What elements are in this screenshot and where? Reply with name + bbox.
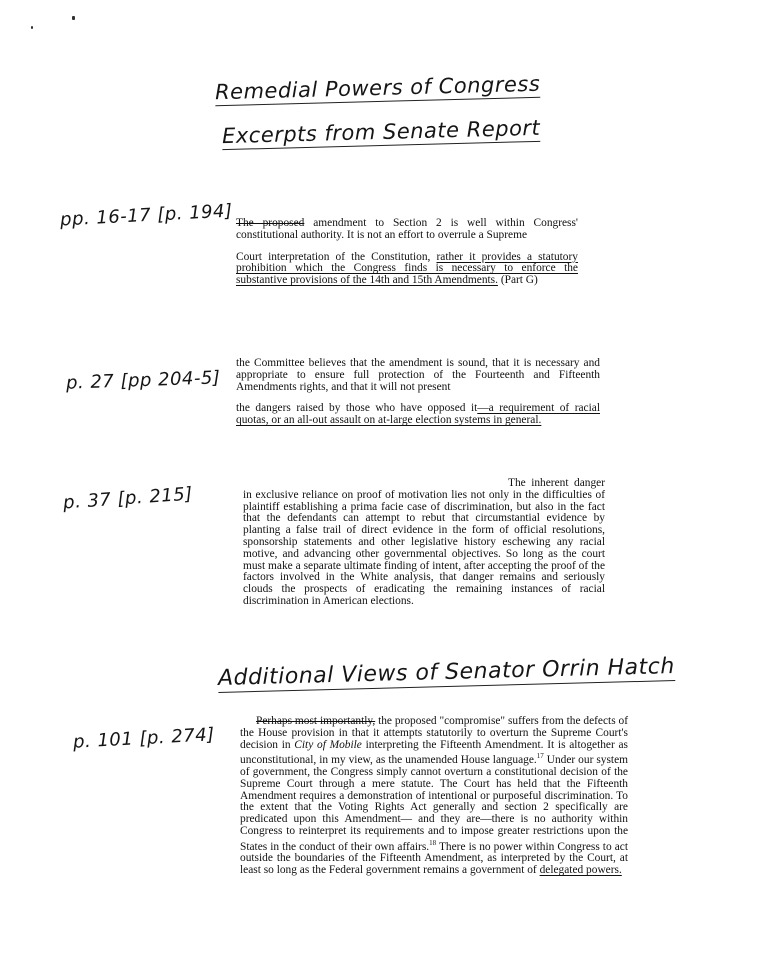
excerpt-block [236,358,600,427]
excerpt-text: the dangers raised by those who have opposed it [236,402,478,415]
excerpt-text: interpreting the Fifteenth Amendment. It is altogether as unconstitutional, in my view, as the unamended House language. [240,738,628,767]
page-reference: p. 37 [p. 215] [62,483,194,514]
excerpt-block [236,218,578,287]
page-reference: p. 27 [pp 204-5] [65,367,221,394]
excerpt-text: Court interpretation of the Constitution, [236,250,437,263]
case-name: City of Mobile [294,738,362,751]
excerpt-paragraph: the Committee believes that the amendment is sound, that it is necessary and appropriate to ensure full protection of the Fourteenth and Fifteenth Amendments rights, and that it will not present [236,357,600,393]
excerpt-text: (Part G) [497,274,538,287]
page-reference: p. 101 [p. 274] [72,724,216,753]
excerpt-block [243,478,605,608]
underlined-text: —a requirement of racial quotas, or an all-out assault on at-large election systems in general. [236,402,600,427]
excerpt-paragraph [240,716,628,877]
excerpt-text: the proposed "compromise" suffers from the defects of the House provision in that it attempts statutorily to overturn the Supreme Court's decision in [240,715,628,751]
scan-speck [31,26,33,29]
footnote-marker: 17 [536,752,544,761]
section-heading: Additional Views of Senator Orrin Hatch [217,654,676,691]
struck-text: Perhaps most importantly, [256,715,376,727]
excerpt-paragraph [236,252,578,287]
page-reference: pp. 16-17 [p. 194] [59,200,234,231]
excerpt-text: Under our system of government, the Congress simply cannot overturn a constitutional decision of the Supreme Court through a mere statute. The Court has held that the Fifteenth Amendment requires a demonstration of intentional or purposeful discrimination. To the extent that the Voting Rights Act generally and section 2 specifically are predicated upon this Amendment— and they are—there is no authority within Congress to reinterpret its requirements and to impose greater restrictions upon the States in the conduct of their own affairs. [240,754,628,853]
struck-text: The proposed [236,217,305,229]
excerpt-block [240,716,628,877]
footnote-marker: 18 [429,838,437,847]
scan-speck [72,16,75,20]
excerpt-paragraph [236,218,578,242]
page-title: Remedial Powers of Congress [214,71,541,105]
excerpt-text: There is no power within Congress to act outside the boundaries of the Fifteenth Amendment, as interpreted by the Court, at least so long as the Federal government remains a government of [240,840,628,877]
excerpt-text: amendment to Section 2 is well within Congress' constitutional authority. It is not an effort to overrule a Supreme [236,217,578,241]
underlined-text: delegated powers. [539,864,622,877]
underlined-text: rather it provides a statutory prohibition which the Congress finds is necessary to enforce the substantive provisions of the 14th and 15th Amendments. [236,250,578,287]
excerpt-paragraph: The inherent danger in exclusive reliance on proof of motivation lies not only in the difficulties of plaintiff establishing a prima facie case of discrimination, but also in the fact that the defendants can attempt to rebut that circumstantial evidence by planting a false trail of direct evidence in the form of official resolutions, sponsorship statements and other legislative history eschewing any racial motive, and advancing other governmental objectives. So long as the court must make a separate ultimate finding of intent, after accepting the proof of the factors involved in the White analysis, that danger remains and seriously clouds the prospects of eradicating the remaining instances of racial discrimination in American elections. [243,477,605,607]
page-subtitle: Excerpts from Senate Report [221,115,541,149]
excerpt-paragraph [236,403,600,427]
